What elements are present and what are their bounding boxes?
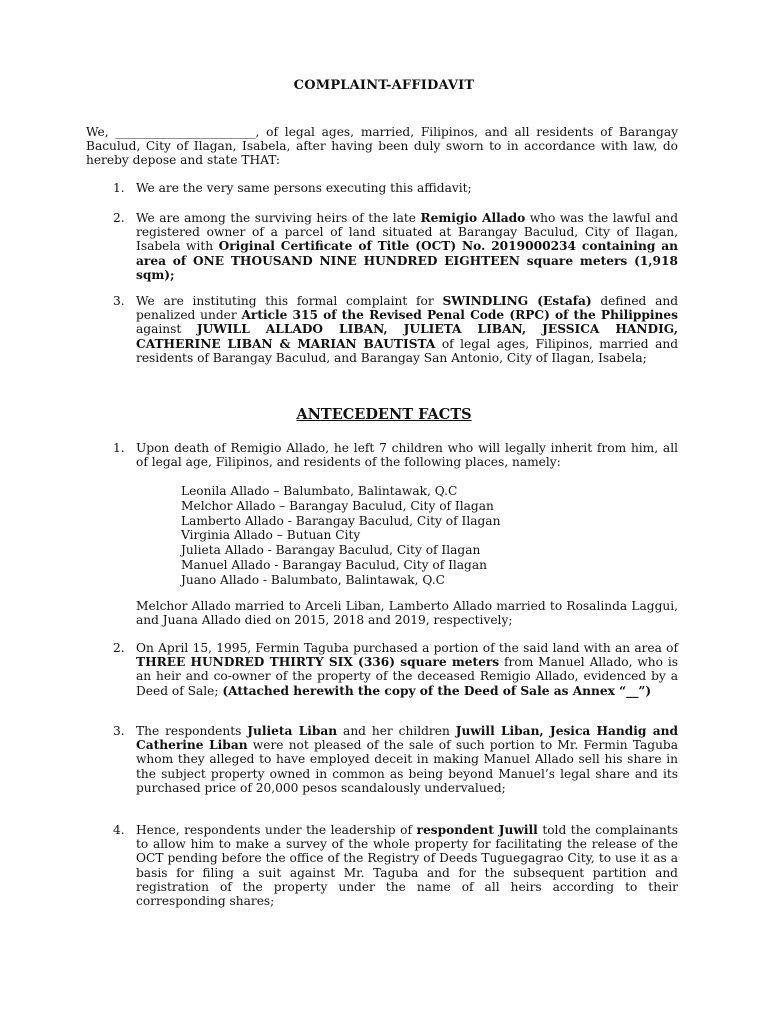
fact-number: 1. [113,441,125,455]
heir-entry: Melchor Allado – Barangay Baculud, City of Ilagan [181,498,494,513]
bold-text-run: Original Certificate of Title (OCT) No. 2019000234 containing an area of ONE THOUSAND NINE HUNDRED EIGHTEEN square meters (1,918 sqm); [136,239,678,282]
heir-entry: Leonila Allado – Balumbato, Balintawak, Q.C [181,484,458,498]
text-run: defined and penalized under [136,294,679,323]
heirs-list [181,484,601,588]
fact-number: 2. [113,641,125,655]
bold-text-run: (Attached herewith the copy of the Deed of Sale as Annex “__”) [222,683,652,698]
fact-item [113,641,678,698]
statement-number: 3. [113,294,125,308]
bold-text-run: THREE HUNDRED THIRTY SIX (336) square meters [136,655,500,670]
text-run: We are the very same persons executing this affidavit; [136,181,472,195]
heir-entry: Lamberto Allado - Barangay Baculud, City of Ilagan [181,513,501,528]
statement-item [113,294,678,365]
fact-number: 4. [113,823,125,837]
statement-number: 1. [113,181,125,195]
text-run: who was the lawful and registered owner of a parcel of land situated at Barangay Baculud, City of Ilagan, Isabela with [136,211,678,254]
text-run: were not pleased of the sale of such portion to Mr. Fermin Taguba whom they alleged to have employed deceit in making Manuel Allado sell his share in the subject property owned in common as being beyond Manuel’s legal share and its purchased price of 20,000 pesos scandalously undervalued; [136,738,678,795]
heir-entry: Manuel Allado - Barangay Baculud, City of Ilagan [181,557,487,572]
document-title: COMPLAINT-AFFIDAVIT [293,78,475,93]
bold-text-run: Article 315 of the Revised Penal Code (RPC) of the Philippines [241,308,678,323]
bold-text-run: Julieta Liban [247,724,338,738]
heir-entry: Juano Allado - Balumbato, Balintawak, Q.C [181,572,445,587]
fact-item [113,724,678,795]
statement-text [136,211,678,282]
heir-entry: Julieta Allado - Barangay Baculud, City of Ilagan [181,543,481,558]
text-run: against [136,322,197,337]
section-heading: ANTECEDENT FACTS [296,406,472,423]
fact-text [136,641,678,698]
text-run: from Manuel Allado, who is an heir and co-owner of the property of the deceased Remigio Allado, evidenced by a Deed of Sale; [136,655,678,698]
text-run: On April 15, 1995, Fermin Taguba purchased a portion of the said land with an area of [136,641,678,655]
fact-text [136,823,678,908]
intro-paragraph: We, _______________________, of legal ages, married, Filipinos, and all residents of Barangay Baculud, City of Ilagan, Isabela, after having been duly sworn to in accordance with law, do hereby depose and state THAT: [86,125,678,168]
bold-text-run: respondent Juwill [416,823,538,837]
fact-item [113,441,678,469]
statement-number: 2. [113,211,125,225]
text-run: The respondents [136,724,248,738]
text-run: told the complainants to allow him to make a survey of the whole property for facilitating the release of the OCT pending before the office of the Registry of Deeds Tuguegagrao City, to use it as a basis for filing a suit against Mr. Taguba and for the subsequent partition and registration of the property under the name of all heirs according to their corresponding shares; [136,823,679,909]
bold-text-run: SWINDLING (Estafa) [442,294,592,308]
text-run: We are among the surviving heirs of the late [136,211,421,225]
statement-text [136,294,678,365]
fact-text [136,441,678,469]
fact-text [136,724,678,795]
fact-number: 3. [113,724,125,738]
text-run: and her children [337,724,456,738]
statement-item [113,211,678,282]
text-run: Upon death of Remigio Allado, he left 7 children who will legally inherit from him, all of legal age, Filipinos, and residents of the following places, namely: [136,441,678,470]
statement-item [113,181,678,195]
text-run: Hence, respondents under the leadership of [136,823,417,837]
text-run: of legal ages, Filipinos, married and residents of Barangay Baculud, and Barangay San Antonio, City of Ilagan, Isabela; [136,336,679,365]
heirs-note: Melchor Allado married to Arceli Liban, Lamberto Allado married to Rosalinda Laggui, and Juana Allado died on 2015, 2018 and 2019, respectively; [136,599,678,628]
bold-text-run: Juwill Liban, Jesica Handig and Catherine Liban [136,724,678,753]
bold-text-run: Remigio Allado [420,211,526,225]
text-run: We are instituting this formal complaint for [136,294,443,308]
fact-item [113,823,678,908]
bold-text-run: JUWILL ALLADO LIBAN, JULIETA LIBAN, JESSICA HANDIG, CATHERINE LIBAN & MARIAN BAUTISTA [136,322,678,351]
statement-text [136,181,678,195]
heir-entry: Virginia Allado – Butuan City [181,528,361,543]
